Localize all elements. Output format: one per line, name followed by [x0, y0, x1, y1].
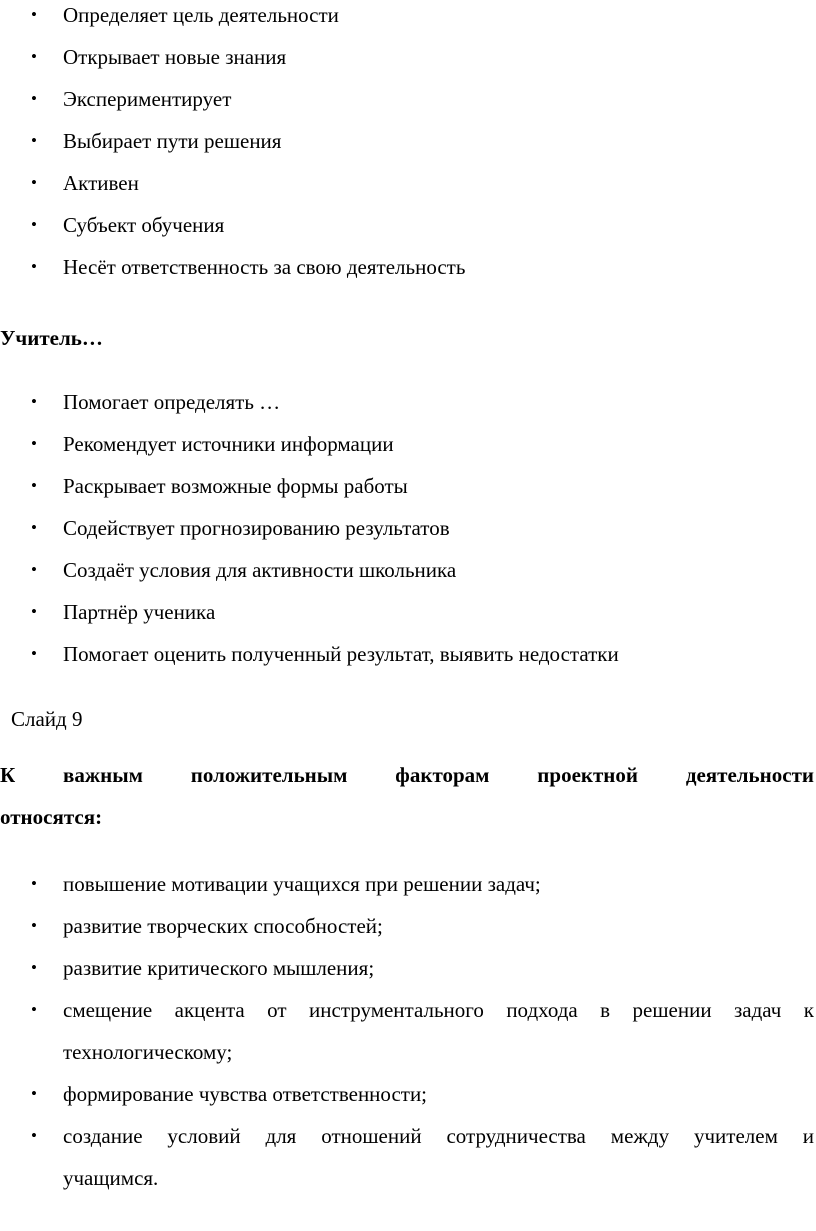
list-item: • Выбирает пути решения	[0, 120, 816, 162]
bullet-icon	[31, 465, 37, 507]
bullet-icon	[31, 78, 37, 120]
bullet-icon	[31, 507, 37, 549]
list-item: • Создаёт условия для активности школьника	[0, 549, 816, 591]
bullet-icon	[31, 1115, 37, 1157]
bullet-icon	[31, 0, 37, 36]
list-item: • создание условий для отношений сотрудничества между учителем и учащимся.	[0, 1115, 816, 1199]
bullet-icon	[31, 633, 37, 675]
bullet-icon	[31, 905, 37, 947]
list-item: • Содействует прогнозированию результатов	[0, 507, 816, 549]
factors-heading-line: относятся:	[0, 805, 103, 829]
factors-heading	[0, 754, 814, 838]
bullet-icon	[31, 549, 37, 591]
factors-list	[0, 863, 816, 1199]
bullet-icon	[31, 120, 37, 162]
bullet-icon	[31, 204, 37, 246]
list-item: • развитие критического мышления;	[0, 947, 816, 989]
list-item: • Помогает оценить полученный результат, выявить недостатки	[0, 633, 816, 675]
teacher-heading: Учитель…	[0, 326, 103, 350]
list-item: • Субъект обучения	[0, 204, 816, 246]
bullet-icon	[31, 591, 37, 633]
list-item: • Партнёр ученика	[0, 591, 816, 633]
teacher-role-list	[0, 381, 816, 675]
bullet-icon	[31, 989, 37, 1031]
list-item: • Открывает новые знания	[0, 36, 816, 78]
bullet-icon	[31, 246, 37, 288]
list-item: • Раскрывает возможные формы работы	[0, 465, 816, 507]
bullet-icon	[31, 863, 37, 905]
student-role-list	[0, 0, 816, 288]
bullet-icon	[31, 947, 37, 989]
list-item: • повышение мотивации учащихся при решении задач;	[0, 863, 816, 905]
list-item: • Экспериментирует	[0, 78, 816, 120]
bullet-icon	[31, 423, 37, 465]
list-item: • Рекомендует источники информации	[0, 423, 816, 465]
list-item: • Активен	[0, 162, 816, 204]
bullet-icon	[31, 36, 37, 78]
list-item: • Определяет цель деятельности	[0, 0, 816, 36]
bullet-icon	[31, 162, 37, 204]
bullet-icon	[31, 381, 37, 423]
list-item: • формирование чувства ответственности;	[0, 1073, 816, 1115]
slide-label: Слайд 9	[11, 707, 83, 731]
bullet-icon	[31, 1073, 37, 1115]
list-item: • Помогает определять …	[0, 381, 816, 423]
factors-heading-line: К важным положительным факторам проектной деятельности	[0, 763, 814, 787]
list-item: • развитие творческих способностей;	[0, 905, 816, 947]
list-item: • Несёт ответственность за свою деятельность	[0, 246, 816, 288]
list-item: • смещение акцента от инструментального подхода в решении задач к технологическому;	[0, 989, 816, 1073]
